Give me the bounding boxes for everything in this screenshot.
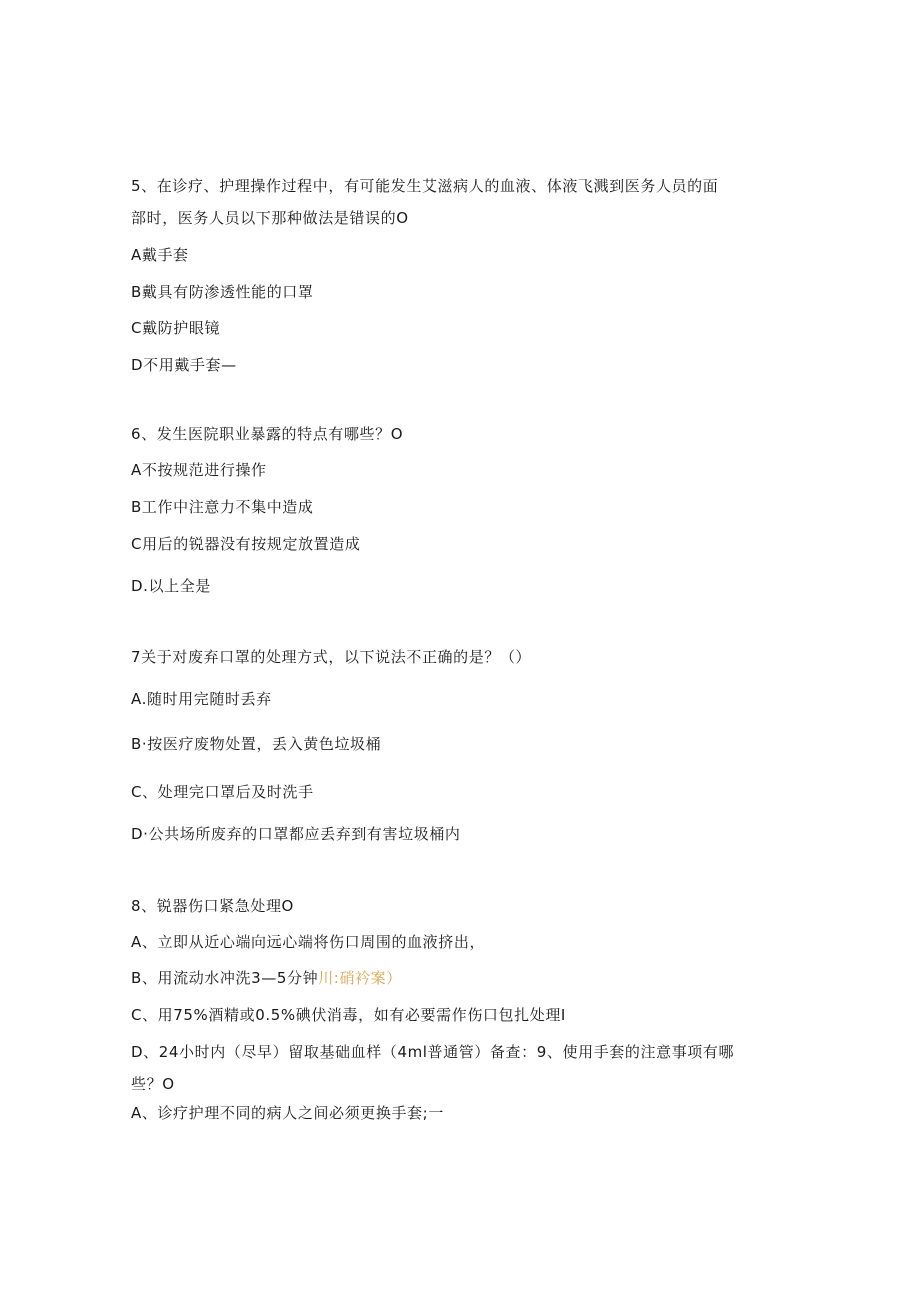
question-6-option-b: B工作中注意力不集中造成 xyxy=(131,498,314,516)
question-7-stem: 7关于对废弃口罩的处理方式，以下说法不正确的是？（） xyxy=(131,648,532,666)
question-8-option-b-text: B、用流动水冲洗3—5分钟 xyxy=(131,969,319,987)
question-6-stem: 6、发生医院职业暴露的特点有哪些？O xyxy=(131,425,404,443)
question-9-stem-continuation: 些？O xyxy=(131,1075,175,1093)
question-8-option-a: A、立即从近心端向远心端将伤口周围的血液挤出， xyxy=(131,933,486,951)
question-7-option-c: C、处理完口罩后及时洗手 xyxy=(131,783,314,801)
question-8-option-d-line-1: D、24小时内（尽早）留取基础血样（4ml普通管）备查：9、使用手套的注意事项有哪 xyxy=(131,1043,735,1061)
question-8-stem: 8、锐器伤口紧急处理O xyxy=(131,897,294,915)
question-7-option-b: B·按医疗废物处置，丢入黄色垃圾桶 xyxy=(131,735,382,753)
question-5-option-c: C戴防护眼镜 xyxy=(131,319,221,337)
question-8-option-b-mark: 川:硝衿案） xyxy=(318,969,402,987)
question-5-option-d: D不用戴手套— xyxy=(131,356,237,374)
question-5-option-a: A戴手套 xyxy=(131,246,189,264)
question-6-option-d: D.以上全是 xyxy=(131,577,211,595)
question-5-option-b: B戴具有防渗透性能的口罩 xyxy=(131,283,314,301)
question-7-option-d: D·公共场所废弃的口罩都应丢弃到有害垃圾桶内 xyxy=(131,825,461,843)
question-5-stem-line-2: 部时，医务人员以下那种做法是错误的O xyxy=(131,209,409,227)
question-9-option-a: A、诊疗护理不同的病人之间必须更换手套;一 xyxy=(131,1104,444,1122)
question-6-option-a: A不按规范进行操作 xyxy=(131,461,267,479)
question-7-option-a: A.随时用完随时丢弃 xyxy=(131,690,272,708)
question-5-stem-line-1: 5、在诊疗、护理操作过程中，有可能发生艾滋病人的血液、体液飞溅到医务人员的面 xyxy=(131,177,719,195)
question-8-option-b xyxy=(131,968,402,988)
question-6-option-c: C用后的锐器没有按规定放置造成 xyxy=(131,535,361,553)
question-8-option-c: C、用75%酒精或0.5%碘伏消毒，如有必要需作伤口包扎处理I xyxy=(131,1006,566,1024)
